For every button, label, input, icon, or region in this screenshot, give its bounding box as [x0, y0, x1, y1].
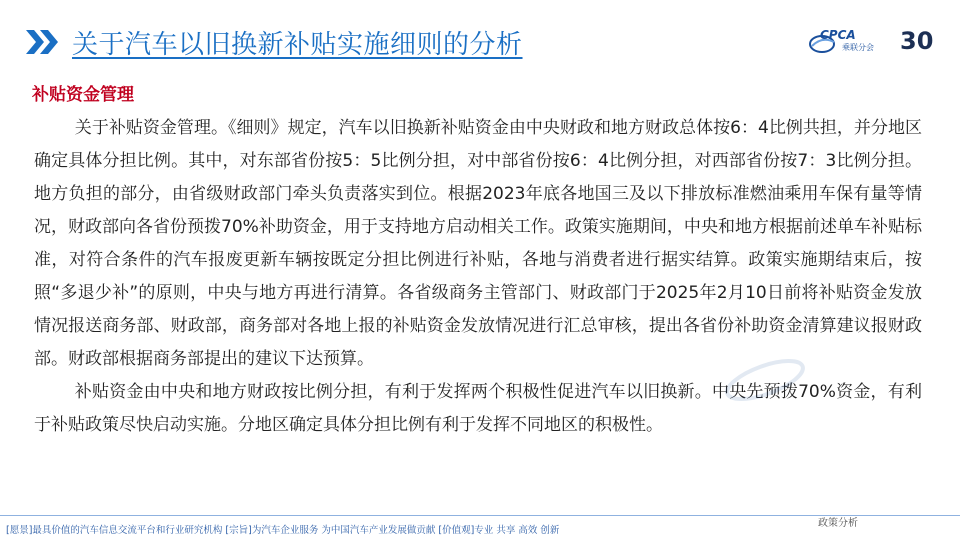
double-chevron-icon	[24, 28, 64, 56]
logo-anniversary: 30	[900, 27, 934, 55]
paragraph: 关于补贴资金管理。《细则》规定，汽车以旧换新补贴资金由中央财政和地方财政总体按6：4比例共担，并分地区确定具体分担比例。其中，对东部省份按5：5比例分担，对中部省份按6：4比例分担，对西部省份按7：3比例分担。地方负担的部分，由省级财政部门牵头负责落实到位。根据2023年底各地国三及以下排放标准燃油乘用车保有量等情况，财政部向各省份预拨70%补助资金，用于支持地方启动相关工作。政策实施期间，中央和地方根据前述单车补贴标准，对符合条件的汽车报废更新车辆按既定分担比例进行补贴，各地与消费者进行据实结算。政策实施期结束后，按照“多退少补”的原则，中央与地方再进行清算。各省级商务主管部门、财政部门于2025年2月10日前将补贴资金发放情况报送商务部、财政部，商务部对各地上报的补贴资金发放情况进行汇总审核，提出各省份补助资金清算建议报财政部。财政部根据商务部提出的建议下达预算。	[34, 118, 922, 369]
page-title: 关于汽车以旧换新补贴实施细则的分析	[72, 30, 523, 60]
footer-category-tag: 政策分析	[818, 518, 858, 529]
paragraph: 补贴资金由中央和地方财政按比例分担，有利于发挥两个积极性促进汽车以旧换新。中央先预拨70%资金，有利于补贴政策尽快启动实施。分地区确定具体分担比例有利于发挥不同地区的积极性。	[34, 382, 922, 435]
section-heading: 补贴资金管理	[32, 85, 134, 105]
footer-divider	[0, 515, 960, 516]
logo-subtitle: 乘联分会	[842, 43, 874, 52]
footer-slogan: [愿景]最具价值的汽车信息交流平台和行业研究机构 [宗旨]为汽车企业服务 为中国汽车产业发展做贡献 [价值观]专业 共享 高效 创新	[6, 525, 560, 536]
logo-name: CPCA	[820, 28, 856, 42]
